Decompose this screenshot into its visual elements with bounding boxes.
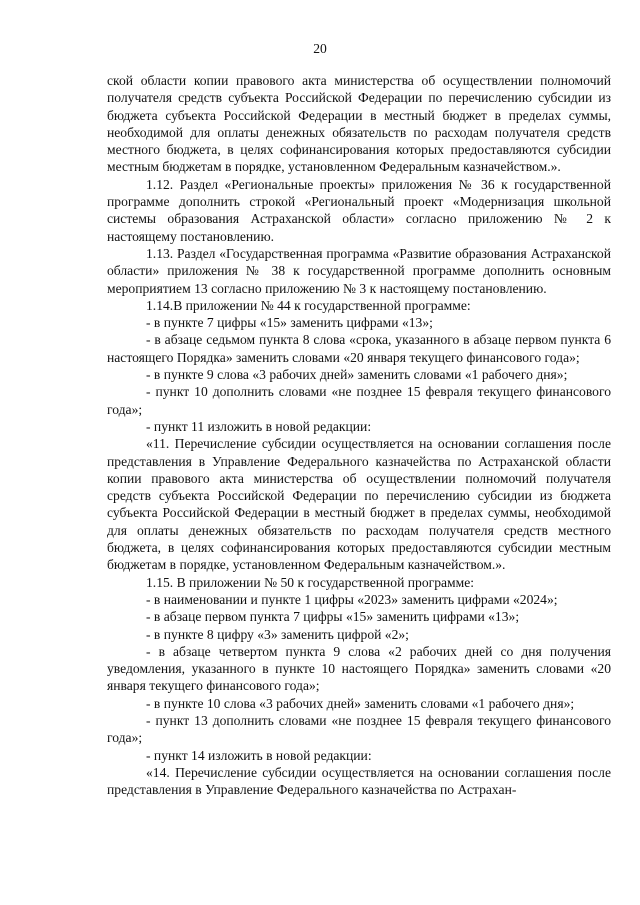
paragraph: 1.15. В приложении № 50 к государственной программе: [146,574,475,590]
paragraph: - в абзаце четвертом пункта 9 слова «2 рабочих дней со дня получения уведомления, указанного в пункте 10 настоящего Порядка» заменить словами «20 января текущего финансового года»; [107,643,611,694]
document-body [107,72,611,798]
paragraph: - в пункте 10 слова «3 рабочих дней» заменить словами «1 рабочего дня»; [146,695,575,711]
paragraph: - в наименовании и пункте 1 цифры «2023» заменить цифрами «2024»; [146,591,558,607]
paragraph: - в пункте 7 цифры «15» заменить цифрами «13»; [146,315,433,331]
paragraph: - пункт 14 изложить в новой редакции: [146,747,372,763]
paragraph: - пункт 10 дополнить словами «не позднее 15 февраля текущего финансового года»; [107,384,611,417]
paragraph: - в абзаце первом пункта 7 цифры «15» заменить цифрами «13»; [146,609,520,625]
paragraph: - пункт 13 дополнить словами «не позднее 15 февраля текущего финансового года»; [107,712,611,746]
paragraph: 1.12. Раздел «Региональные проекты» приложения № 36 к государственной программе дополнить строкой «Региональный проект «Модернизация школьной системы образования Астраханской области» согласно приложению № 2 к настоящему постановлению. [107,176,611,244]
paragraph: 1.14.В приложении № 44 к государственной программе: [146,297,471,313]
paragraph: - в пункте 9 слова «3 рабочих дней» заменить словами «1 рабочего дня»; [146,367,568,383]
paragraph: 1.13. Раздел «Государственная программа «Развитие образования Астраханской области» приложения № 38 к государственной программе дополнить основным мероприятием 13 согласно приложению № 3 к настоящему постановлению. [107,245,611,296]
paragraph: «11. Перечисление субсидии осуществляется на основании соглашения после представления в Управление Федерального казначейства по Астраханской области копии правового акта министерства об осуществлении полномочий получателя средств субъекта Российской Федерации по перечислению субсидии из бюджета субъекта Российской Федерации в местный бюджет в пределах суммы, необходимой для оплаты денежных обязательств по расходам получателя средств местного бюджета, в целях софинансирования которых предоставляются субсидии местным бюджетам в порядке, установленном Федеральным казначейством.». [107,436,611,573]
page-number: 20 [313,41,327,56]
paragraph: - в абзаце седьмом пункта 8 слова «срока, указанного в абзаце первом пункта 6 настоящего Порядка» заменить словами «20 января текущего финансового года»; [107,332,611,365]
paragraph: - пункт 11 изложить в новой редакции: [146,418,372,434]
paragraph: ской области копии правового акта министерства об осуществлении полномочий получателя средств субъекта Российской Федерации по перечислению субсидии из бюджета субъекта Российской Федерации в местный бюджет в пределах суммы, необходимой для оплаты денежных обязательств по расходам получателя средств местного бюджета, в целях софинансирования которых предоставляются субсидии местным бюджетам в порядке, установленном Федеральным казначейством.». [107,73,611,175]
paragraph: «14. Перечисление субсидии осуществляется на основании соглашения после представления в Управление Федерального казначейства по Астрахан- [107,764,611,798]
paragraph: - в пункте 8 цифру «3» заменить цифрой «2»; [146,626,409,642]
